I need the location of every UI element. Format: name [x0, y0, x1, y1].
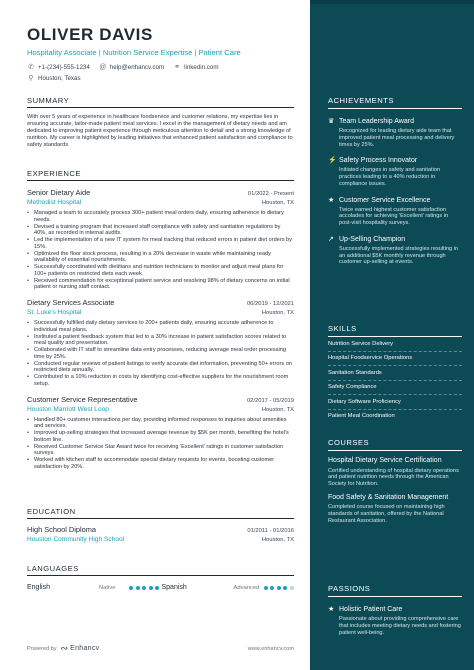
bullet-item: • Worked with kitchen staff to accommodate special dietary requests for events, boosting customer satisfaction by 20%.	[27, 457, 294, 471]
proficiency-dot	[283, 586, 287, 590]
job-title: Senior Dietary Aide	[27, 188, 91, 197]
language-level: Advanced	[233, 584, 260, 591]
achievements-section	[328, 96, 462, 266]
sidebar-top-strip	[310, 0, 474, 4]
star-icon: ★	[328, 196, 335, 204]
powered-by-label: Powered by	[27, 645, 57, 652]
degree: High School Diploma	[27, 525, 97, 534]
achievement-item	[328, 196, 462, 227]
job-company: Houston Marriott West Loop	[27, 405, 109, 413]
proficiency-dot	[290, 586, 294, 590]
bullet-item: • Instituted a patient feedback system that led to a 30% increase in patient satisfaction scores related to meal quality and presentation.	[27, 334, 294, 348]
lightning-icon: ⚡	[328, 157, 337, 165]
achievement-desc: Successfully implemented strategies resulting in an additional $5K monthly revenue through customer up-selling at events.	[339, 245, 459, 266]
skill-item: Safety Compliance	[328, 381, 462, 396]
education-section	[27, 507, 294, 544]
experience-section	[27, 169, 294, 471]
summary-text: With over 5 years of experience in healthcare foodservice and customer relations, my expertise lies in ensuring accurate, tailor-made patient meal services. I excel in the management of dietary needs and am dedicated to improving patient experience through meticulous attention to detail and a strong knowledge of nutrition. My career is highlighted by leading initiatives that enhanced patient satisfaction and compliance to safety standards.	[27, 114, 293, 149]
job-title: Dietary Services Associate	[27, 298, 115, 307]
bullet-item: • Improved up-selling strategies that increased average revenue by $5K per month, benefiting the hotel's bottom line.	[27, 430, 294, 444]
proficiency-dot	[264, 586, 268, 590]
proficiency-dot	[270, 586, 274, 590]
proficiency-dot	[155, 586, 159, 590]
job-dates: 01/2022 - Present	[247, 191, 294, 197]
course-desc: Certified understanding of hospital dietary operations and patient nutrition needs through the American Society for Nutrition.	[328, 467, 459, 487]
bullet-item: • Managed a team to accurately process 300+ patient meal orders daily, ensuring adherence to dietary needs.	[27, 210, 294, 224]
summary-section	[27, 96, 294, 149]
languages-row	[27, 584, 294, 591]
footer-url[interactable]: www.enhancv.com	[247, 645, 294, 652]
course-title: Food Safety & Sanitation Management	[328, 493, 449, 501]
bullet-item: • Contributed to a 10% reduction in costs by identifying cost-effective suppliers for the nourishment room setup.	[27, 374, 294, 388]
phone-contact[interactable]	[27, 62, 90, 73]
courses-title: COURSES	[328, 438, 462, 451]
bullet-item: • Received commendation for exceptional patient service and resolving 98% of dietary concerns on initial patient or nursing staff contact.	[27, 278, 294, 292]
brand	[27, 643, 99, 654]
achievement-title: Safety Process Innovator	[339, 157, 418, 165]
bullet-item: • Successfully coordinated with dietitians and nutrition technicians to monitor and adjust meal plans for 100+ patients on restricted diets each week.	[27, 264, 294, 278]
arrow-up-icon: ↗	[328, 235, 334, 243]
job-location: Houston, TX	[261, 310, 294, 316]
trophy-icon: ♛	[328, 118, 335, 125]
bullet-item: • Successfully fulfilled daily dietary services to 200+ patients daily, ensuring accurate adherence to individual meal plans.	[27, 320, 294, 334]
enhancv-logo-icon: ∾	[60, 643, 69, 653]
passions-title: PASSIONS	[328, 584, 462, 597]
achievement-title: Up-Selling Champion	[339, 235, 406, 243]
job-entry	[27, 395, 294, 471]
bullet-item: • Conducted regular reviews of patient listings to verify accurate diet information, preventing 50+ errors on restricted diets annually.	[27, 361, 294, 375]
job-dates: 02/2017 - 05/2019	[246, 397, 294, 404]
job-entry	[27, 188, 294, 291]
education-dates: 01/2011 - 01/2016	[247, 528, 294, 534]
skills-title: SKILLS	[328, 324, 462, 337]
achievement-title: Team Leadership Award	[339, 118, 414, 125]
job-location: Houston, TX	[261, 406, 294, 413]
bullet-item: • Collaborated with IT staff to streamline data entry processes, reducing average meal order processing time by 25%.	[27, 347, 294, 361]
language-item	[27, 584, 162, 591]
proficiency-dots	[129, 586, 162, 590]
job-bullets	[27, 320, 294, 388]
bullet-item: • Devised a training program that increased staff compliance with safety and sanitation regulations by 40%, as recorded in internal audits.	[27, 224, 294, 238]
education-entry	[27, 525, 294, 544]
achievement-desc: Recognized for leading dietary aide team that improved patient meal processing and delivery times by 25%.	[339, 128, 455, 148]
school-name: Houston Community High School	[27, 536, 125, 543]
passion-title: Holistic Patient Care	[339, 606, 403, 613]
course-item	[328, 457, 462, 488]
email-contact[interactable]	[99, 62, 164, 73]
job-location: Houston, TX	[261, 200, 294, 206]
job-bullets	[27, 417, 294, 471]
location-pin-icon: ⚲	[28, 75, 34, 82]
summary-title: SUMMARY	[27, 96, 294, 108]
contact-info	[27, 62, 257, 84]
passion-item	[328, 605, 462, 636]
achievement-title: Customer Service Excellence	[339, 196, 431, 204]
job-title: Customer Service Representative	[27, 394, 138, 404]
language-name: Spanish	[161, 584, 187, 591]
job-company: St. Luke's Hospital	[27, 309, 82, 316]
language-name: English	[27, 584, 50, 591]
course-desc: Completed course focused on maintaining high standards of sanitation, offered by the National Restaurant Association.	[328, 504, 445, 524]
linkedin-contact[interactable]	[173, 62, 218, 73]
bullet-item: • Led the implementation of a new IT system for meal tracking that reduced errors in patient diet orders by 15%.	[27, 237, 294, 251]
job-entry	[27, 298, 294, 388]
skill-item: Dietary Software Proficiency	[328, 395, 462, 410]
passion-desc: Passionate about providing comprehensive care that includes meeting dietary needs and fostering patient well-being.	[339, 616, 461, 636]
languages-section	[27, 564, 294, 591]
course-title: Hospital Dietary Service Certification	[328, 457, 442, 464]
achievement-item	[328, 235, 462, 266]
bullet-item: • Optimized the floor stock process, resulting in a 20% decrease in waste while maintaining ready availability of essential nourishments.	[27, 251, 294, 265]
achievement-item	[328, 117, 462, 148]
proficiency-dot	[129, 586, 133, 590]
skills-section	[328, 324, 462, 423]
course-item	[328, 494, 462, 525]
experience-title: EXPERIENCE	[27, 169, 294, 181]
proficiency-dots	[264, 586, 297, 590]
skill-item: Patient Meal Coordination	[328, 413, 395, 419]
phone-icon: ✆	[28, 64, 34, 71]
brand-name: Enhancv	[70, 645, 100, 652]
candidate-name: OLIVER DAVIS	[27, 25, 153, 44]
bullet-item: • Received Customer Service Star Award twice for receiving 'Excellent' ratings in customer satisfaction surveys.	[27, 444, 294, 458]
phone-text: +1-(234)-555-1234	[38, 64, 90, 71]
proficiency-dot	[136, 586, 140, 590]
skill-item: Sanitation Standards	[328, 366, 462, 381]
courses-section	[328, 438, 462, 525]
footer	[27, 643, 294, 654]
bullet-item: • Handled 80+ customer interactions per day, providing informed responses to inquiries about amenities and services.	[27, 417, 294, 431]
education-title: EDUCATION	[27, 507, 294, 519]
email-text: help@enhancv.com	[109, 64, 165, 71]
proficiency-dot	[277, 586, 281, 590]
job-company: Methodist Hospital	[27, 199, 82, 206]
languages-title: LANGUAGES	[27, 564, 294, 576]
proficiency-dot	[149, 586, 153, 590]
proficiency-dot	[142, 586, 146, 590]
language-item	[162, 584, 297, 591]
school-location: Houston, TX	[261, 537, 294, 543]
at-icon: @	[99, 64, 107, 71]
link-icon: ⚭	[174, 64, 181, 71]
location-text: Houston, Texas	[38, 75, 81, 82]
star-icon: ★	[328, 606, 335, 613]
achievement-desc: Twice earned highest customer satisfaction accolades for achieving 'Excellent' ratings in post-visit hospitality surveys.	[339, 206, 449, 226]
headline: Hospitality Associate | Nutrition Service Expertise | Patient Care	[27, 48, 241, 57]
achievements-title: ACHIEVEMENTS	[328, 96, 462, 109]
language-level: Native	[99, 584, 116, 591]
passions-section	[328, 584, 462, 636]
job-bullets	[27, 210, 294, 291]
location-contact	[27, 73, 81, 84]
linkedin-text: linkedin.com	[184, 64, 219, 71]
achievement-item	[328, 156, 462, 187]
skill-item: Nutrition Service Delivery	[328, 337, 462, 352]
job-dates: 06/2019 - 12/2021	[246, 301, 294, 307]
skill-item: Hospital Foodservice Operations	[328, 352, 462, 367]
achievement-desc: Initiated changes in safety and sanitation practices leading to a 40% reduction in compliance issues.	[339, 167, 441, 187]
